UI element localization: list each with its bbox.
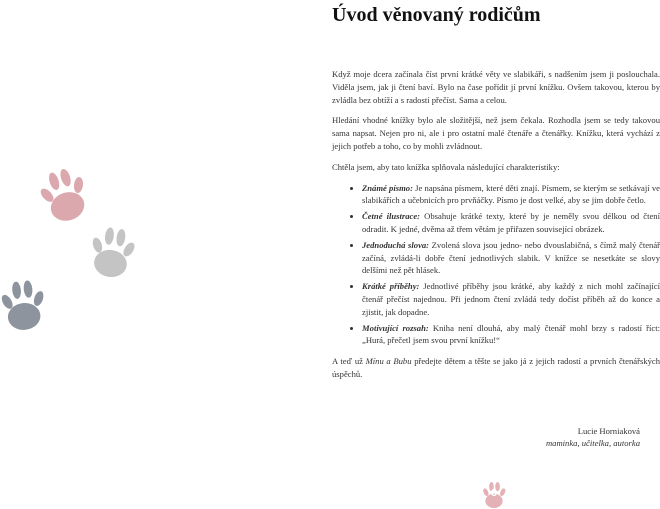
- paw-print-icon: [33, 162, 96, 229]
- feature-text: Obsahuje krátké texty, které by je neměly svou délkou od čtení odradit. K jedné, dvěma až třem větám je přiřazen související obrázek.: [362, 211, 660, 234]
- paw-print-icon: [0, 277, 49, 335]
- paw-print-icon: [85, 223, 140, 282]
- paragraph: Hledání vhodné knížky bylo ale složitější, než jsem čekala. Rozhodla jsem se tedy takovou sama napsat. Nejen pro ni, ale i pro ostatní malé čtenáře a čtenářky. Knížku, která vychází z jejich potřeb a toho, co by mohli zvládnout.: [332, 115, 660, 151]
- feature-term: Známé písmo:: [362, 182, 413, 193]
- closing-paragraph: [332, 355, 660, 381]
- list-item: [362, 210, 660, 236]
- feature-text: Zvolená slova jsou jedno- nebo dvouslabičná, s čímž malý čtenář začíná, zvládá-li dobře čtení jednotlivých slabik. V knížce se nesetkáte se slovy delšími než pět hlásek.: [362, 239, 660, 276]
- feature-term: Jednoduchá slova:: [362, 239, 430, 250]
- book-title: Mínu a Bubu: [365, 356, 412, 367]
- closing-text: předejte dětem a těšte se jako já z jejich radostí a prvních čtenářských úspěchů.: [332, 356, 660, 379]
- signature: [460, 425, 640, 449]
- body-text: [332, 68, 660, 389]
- list-item: [362, 280, 660, 318]
- page-title: Úvod věnovaný rodičům: [332, 4, 541, 26]
- feature-text: Kniha není dlouhá, aby malý čtenář mohl brzy s radostí říct: „Hurá, přečetl jsem svou první knížku!“: [362, 322, 660, 346]
- feature-text: Je napsána písmem, které děti znají. Písmem, se kterým se setkávají ve slabikářích a učebnicích pro prvňáčky. Písmo je dost velké, aby se jim dobře četlo.: [362, 182, 660, 206]
- paragraph: Když moje dcera začínala číst první krátké věty ve slabikáři, s nadšením jsem ji poslouchala. Viděla jsem, jak ji čtení baví. Bylo na čase pořídit jí první knížku. Ovšem takovou, kterou by zvládla bez obtíží a s radostí přečíst. Sama a celou.: [332, 69, 660, 105]
- feature-text: Jednotlivé příběhy jsou krátké, aby každý z nich mohl začínající čtenář přečíst najednou. Při jednom čtení zvládá tedy dočíst příběh až do konce a zjistit, jak dopadne.: [362, 281, 660, 317]
- list-item: [362, 239, 660, 277]
- feature-term: Četné ilustrace:: [362, 211, 421, 222]
- author-name: Lucie Horniaková: [577, 426, 640, 436]
- paragraph: Chtěla jsem, aby tato knížka splňovala následující charakteristiky:: [332, 161, 560, 172]
- page-number: 3: [491, 488, 497, 499]
- feature-term: Motivující rozsah:: [362, 322, 429, 333]
- closing-text: A teď už: [332, 356, 366, 367]
- list-item: [362, 182, 660, 208]
- feature-list: [332, 182, 660, 348]
- feature-term: Krátké příběhy:: [362, 281, 420, 292]
- author-role: maminka, učitelka, autorka: [545, 438, 640, 448]
- list-item: [362, 322, 660, 348]
